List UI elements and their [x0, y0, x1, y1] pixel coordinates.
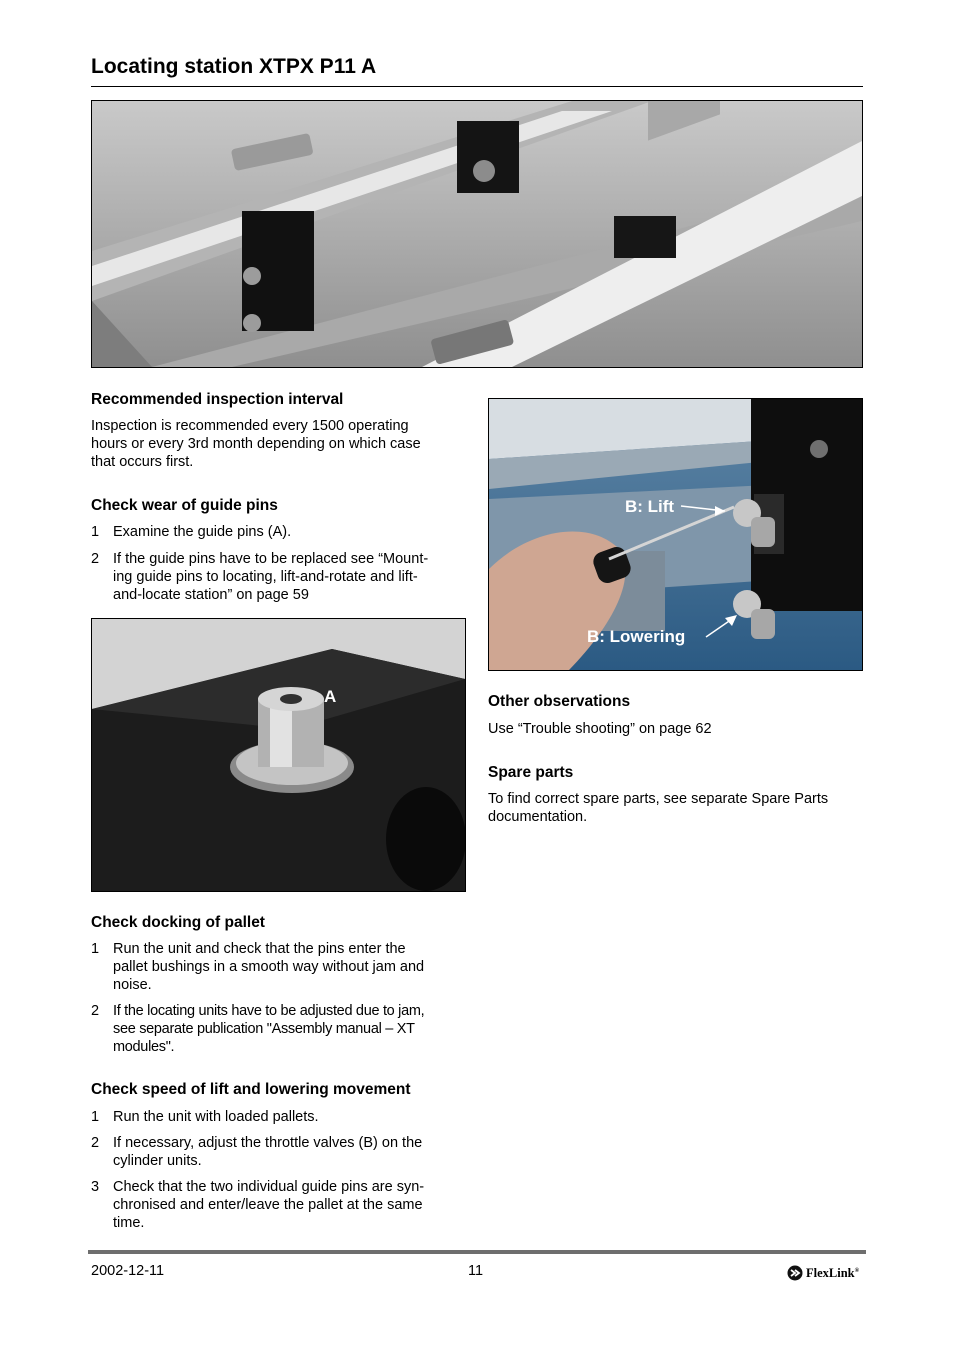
- footer-date: 2002-12-11: [91, 1263, 165, 1279]
- spare-line: To find correct spare parts, see separate Spare Parts: [488, 791, 829, 807]
- list-number: 2: [91, 1135, 100, 1151]
- conveyor-photo: [91, 100, 863, 368]
- list-line: noise.: [113, 977, 152, 993]
- list-line: modules".: [113, 1039, 175, 1055]
- spare-heading: Spare parts: [488, 764, 574, 781]
- logo-text: [806, 1266, 859, 1281]
- inspection-heading: Recommended inspection interval: [91, 391, 344, 408]
- throttle-valve-photo: [488, 398, 863, 671]
- list-text: [113, 1134, 422, 1170]
- list-number: 1: [91, 524, 100, 540]
- list-text: [113, 1002, 424, 1056]
- list-text: [113, 550, 428, 604]
- page-number: 11: [468, 1263, 484, 1279]
- list-line: If necessary, adjust the throttle valves (B) on the: [113, 1135, 423, 1151]
- page-title: Locating station XTPX P11 A: [91, 55, 377, 78]
- list-text: [113, 940, 424, 994]
- list-number: 1: [91, 941, 100, 957]
- inspection-line: hours or every 3rd month depending on which case: [91, 436, 421, 452]
- list-line: cylinder units.: [113, 1153, 202, 1169]
- list-line: If the locating units have to be adjusted due to jam,: [113, 1003, 425, 1019]
- list-line: see separate publication "Assembly manual – XT: [113, 1021, 415, 1037]
- footer-divider: [88, 1250, 866, 1254]
- list-line: chronised and enter/leave the pallet at the same: [113, 1197, 423, 1213]
- list-number: 3: [91, 1179, 100, 1195]
- list-text: Examine the guide pins (A).: [113, 524, 292, 540]
- spare-line: documentation.: [488, 809, 588, 825]
- list-line: time.: [113, 1215, 145, 1231]
- lowering-label: B: Lowering: [587, 627, 686, 646]
- list-number: 2: [91, 1003, 100, 1019]
- docking-heading: Check docking of pallet: [91, 914, 265, 931]
- other-heading: Other observations: [488, 693, 631, 710]
- list-text: [113, 1178, 424, 1232]
- list-line: ing guide pins to locating, lift-and-rotate and lift-: [113, 569, 418, 585]
- title-divider: [91, 86, 863, 87]
- other-text: Use “Trouble shooting” on page 62: [488, 721, 712, 737]
- spare-text: [488, 790, 828, 826]
- inspection-line: that occurs first.: [91, 454, 194, 470]
- list-line: If the guide pins have to be replaced see “Mount-: [113, 551, 429, 567]
- list-line: Run the unit and check that the pins enter the: [113, 941, 406, 957]
- inspection-line: Inspection is recommended every 1500 operating: [91, 418, 409, 434]
- list-number: 2: [91, 551, 100, 567]
- list-line: and-locate station” on page 59: [113, 587, 309, 603]
- list-number: 1: [91, 1109, 100, 1125]
- lift-label: B: Lift: [625, 497, 675, 516]
- guide-pin-photo: [91, 618, 466, 892]
- inspection-text: [91, 417, 421, 471]
- logo-name: FlexLink: [806, 1266, 855, 1280]
- guide-pins-heading: Check wear of guide pins: [91, 497, 278, 514]
- logo-mark: ®: [854, 1267, 860, 1274]
- list-line: pallet bushings in a smooth way without jam and: [113, 959, 425, 975]
- pin-label: A: [324, 687, 337, 706]
- speed-heading: Check speed of lift and lowering movement: [91, 1081, 411, 1098]
- flexlink-logo-icon: [787, 1265, 803, 1281]
- list-text: Run the unit with loaded pallets.: [113, 1109, 319, 1125]
- list-line: Check that the two individual guide pins are syn-: [113, 1179, 425, 1195]
